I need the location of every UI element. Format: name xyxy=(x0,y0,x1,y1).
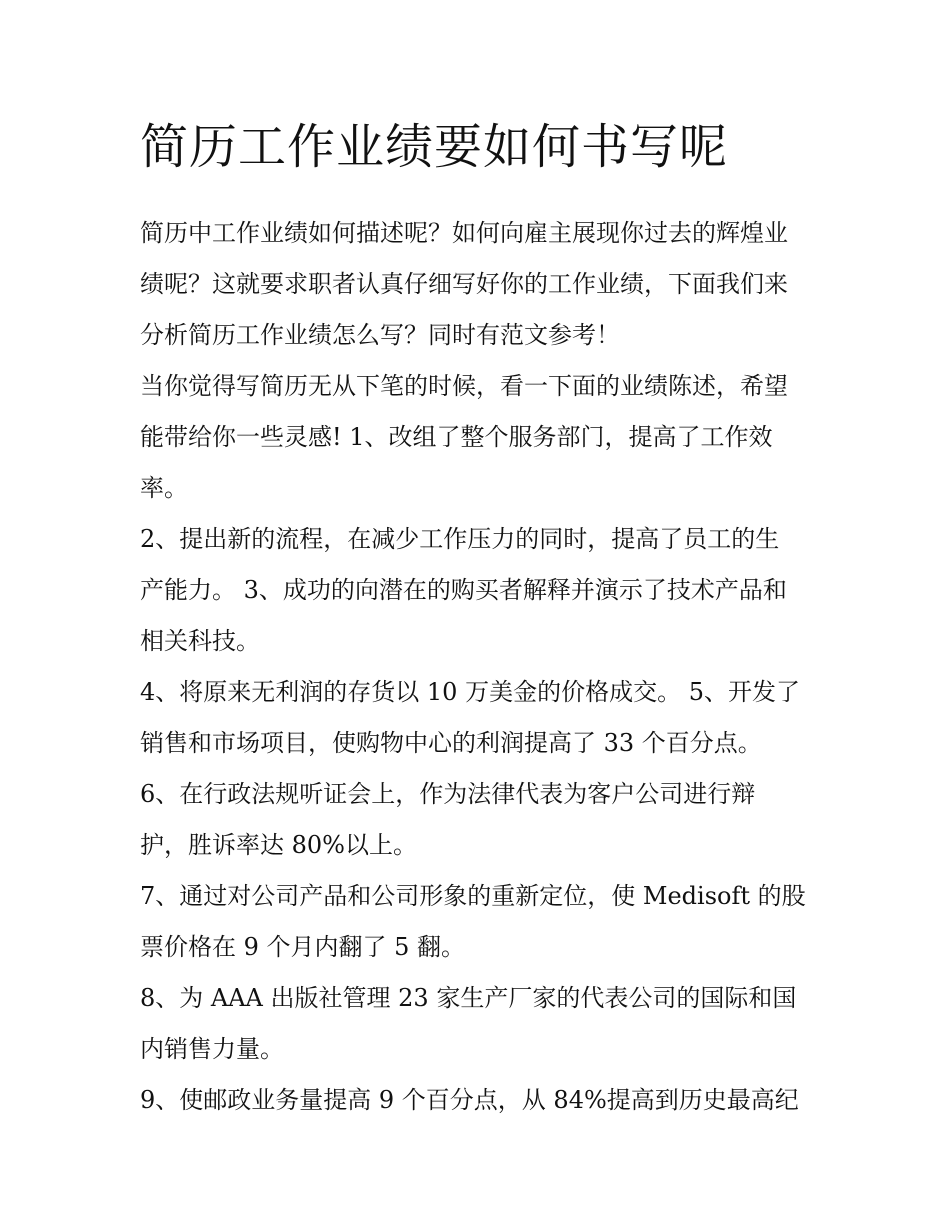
paragraph-item-9 xyxy=(140,1075,820,1126)
paragraph-item-7 xyxy=(140,871,820,973)
paragraph-item-8 xyxy=(140,973,820,1075)
paragraph-line: 4、将原来无利润的存货以 10 万美金的价格成交。 5、开发了 xyxy=(140,678,800,706)
paragraph-line: 分析简历工作业绩怎么写？同时有范文参考！ xyxy=(140,321,620,349)
paragraph-line: 内销售力量。 xyxy=(140,1035,284,1063)
paragraph-line: 票价格在 9 个月内翻了 5 翻。 xyxy=(140,933,466,961)
paragraph-item-6 xyxy=(140,769,820,871)
paragraph-line: 护，胜诉率达 80%以上。 xyxy=(140,831,417,859)
paragraph-line: 9、使邮政业务量提高 9 个百分点，从 84%提高到历史最高纪 xyxy=(140,1086,799,1114)
paragraph-line: 简历中工作业绩如何描述呢？如何向雇主展现你过去的辉煌业 xyxy=(140,219,788,247)
paragraph-line: 当你觉得写简历无从下笔的时候，看一下面的业绩陈述，希望 xyxy=(140,372,788,400)
paragraph-line: 绩呢？这就要求职者认真仔细写好你的工作业绩，下面我们来 xyxy=(140,270,788,298)
document-title: 简历工作业绩要如何书写呢 xyxy=(140,119,729,175)
paragraph-item-2-3 xyxy=(140,514,820,667)
paragraph-line: 率。 xyxy=(140,474,188,502)
paragraph-inspiration xyxy=(140,361,820,514)
paragraph-line: 2、提出新的流程，在减少工作压力的同时，提高了员工的生 xyxy=(140,525,780,553)
paragraph-line: 销售和市场项目，使购物中心的利润提高了 33 个百分点。 xyxy=(140,729,762,757)
paragraph-line: 能带给你一些灵感! 1、改组了整个服务部门，提高了工作效 xyxy=(140,423,773,451)
paragraph-line: 相关科技。 xyxy=(140,627,260,655)
paragraph-line: 8、为 AAA 出版社管理 23 家生产厂家的代表公司的国际和国 xyxy=(140,984,797,1012)
paragraph-line: 产能力。 3、成功的向潜在的购买者解释并演示了技术产品和 xyxy=(140,576,787,604)
paragraph-item-4-5 xyxy=(140,667,820,769)
paragraph-line: 6、在行政法规听证会上，作为法律代表为客户公司进行辩 xyxy=(140,780,756,808)
document-content xyxy=(140,112,820,1126)
paragraph-intro xyxy=(140,208,820,361)
paragraph-line: 7、通过对公司产品和公司形象的重新定位，使 Medisoft 的股 xyxy=(140,882,806,910)
